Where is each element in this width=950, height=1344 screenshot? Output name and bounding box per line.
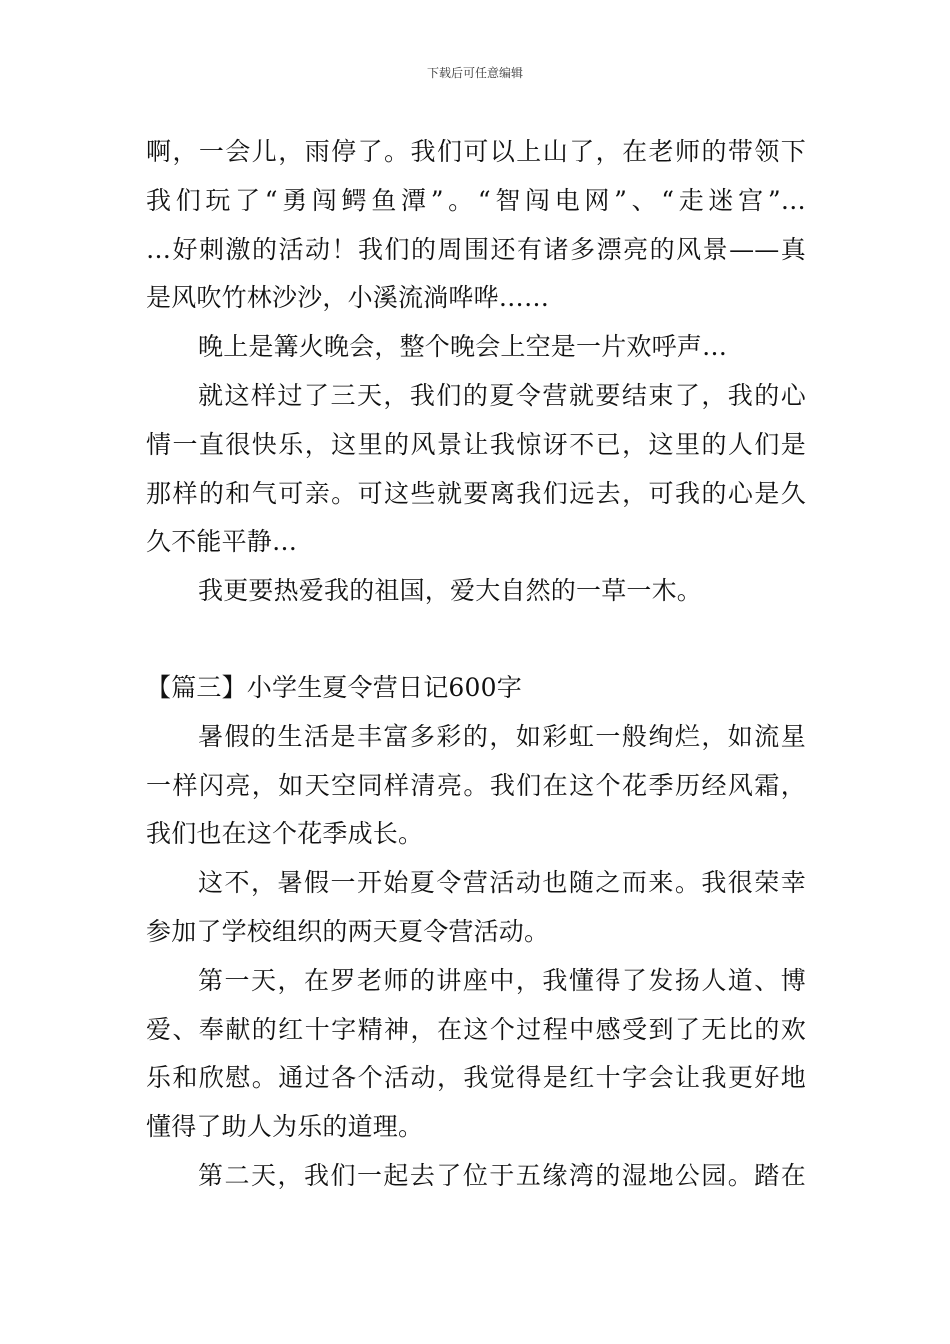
text-line: …好刺激的活动！我们的周围还有诸多漂亮的风景——真 [146, 234, 806, 264]
text-line: 久不能平静… [146, 527, 298, 557]
text-line: 我更要热爱我的祖国，爱大自然的一草一木。 [198, 576, 703, 606]
text-line: 暑假的生活是丰富多彩的，如彩虹一般绚烂，如流星 [198, 721, 806, 751]
text-line: 这不，暑假一开始夏令营活动也随之而来。我很荣幸 [198, 868, 806, 898]
paragraph-gap [146, 616, 806, 664]
text-line: 我们也在这个花季成长。 [146, 819, 424, 849]
text-line: 我们玩了“勇闯鳄鱼潭”。“智闯电网”、“走迷宫”… [146, 185, 806, 215]
text-line: 那样的和气可亲。可这些就要离我们远去，可我的心是久 [146, 478, 806, 508]
text-line: 参加了学校组织的两天夏令营活动。 [146, 916, 550, 946]
text-line: 乐和欣慰。通过各个活动，我觉得是红十字会让我更好地 [146, 1063, 806, 1093]
page-header: 下载后可任意编辑 [426, 66, 523, 80]
text-line: 情一直很快乐，这里的风景让我惊讶不已，这里的人们是 [146, 429, 806, 459]
text-line: 第二天，我们一起去了位于五缘湾的湿地公园。踏在 [198, 1160, 806, 1190]
document-body [146, 128, 806, 1201]
text-line: 一样闪亮，如天空同样清亮。我们在这个花季历经风霜， [146, 770, 806, 800]
text-line: 是风吹竹林沙沙，小溪流淌哗哗…… [146, 283, 550, 313]
text-line: 晚上是篝火晚会，整个晚会上空是一片欢呼声… [198, 332, 728, 362]
section-title: 【篇三】小学生夏令营日记600字 [146, 672, 522, 702]
text-line: 第一天，在罗老师的讲座中，我懂得了发扬人道、博 [198, 965, 806, 995]
text-line: 懂得了助人为乐的道理。 [146, 1112, 424, 1142]
text-line: 就这样过了三天，我们的夏令营就要结束了，我的心 [198, 380, 806, 410]
text-line: 啊，一会儿，雨停了。我们可以上山了，在老师的带领下 [146, 137, 806, 166]
text-line: 爱、奉献的红十字精神，在这个过程中感受到了无比的欢 [146, 1014, 806, 1044]
